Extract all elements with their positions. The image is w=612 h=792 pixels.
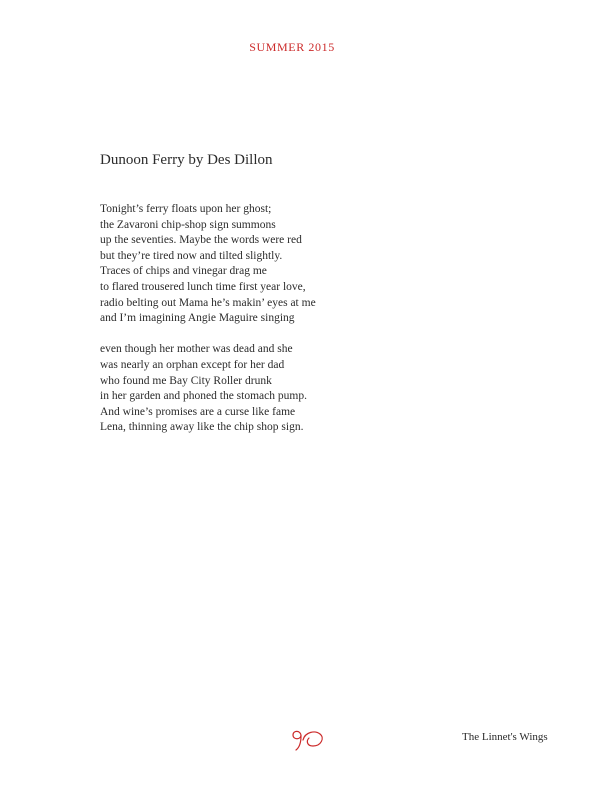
journal-name: The Linnet's Wings xyxy=(462,731,548,743)
page-number-glyph xyxy=(289,726,329,752)
poem-line: the Zavaroni chip-shop sign summons xyxy=(100,218,276,231)
poem-line: and I’m imagining Angie Maguire singing xyxy=(100,312,295,325)
poem-line: radio belting out Mama he’s makin’ eyes at me xyxy=(100,296,316,309)
poem-line: And wine’s promises are a curse like fame xyxy=(100,405,296,418)
poem-stanza-1 xyxy=(100,202,316,327)
poem-title: Dunoon Ferry by Des Dillon xyxy=(100,152,273,168)
poem-line: Lena, thinning away like the chip shop sign. xyxy=(100,421,304,434)
poem-stanza-2 xyxy=(100,342,316,436)
poem-body xyxy=(100,202,316,452)
poem-line: even though her mother was dead and she xyxy=(100,343,293,356)
poem-line: to flared trousered lunch time first year love, xyxy=(100,280,306,293)
poem-line: in her garden and phoned the stomach pump. xyxy=(100,390,307,403)
issue-label: SUMMER 2015 xyxy=(249,40,335,54)
poem-line: Traces of chips and vinegar drag me xyxy=(100,265,267,278)
poem-line: but they’re tired now and tilted slightly. xyxy=(100,249,283,262)
poem-line: was nearly an orphan except for her dad xyxy=(100,358,285,371)
poem-line: up the seventies. Maybe the words were red xyxy=(100,234,302,247)
poem-line: Tonight’s ferry floats upon her ghost; xyxy=(100,203,272,215)
poem-line: who found me Bay City Roller drunk xyxy=(100,374,272,387)
